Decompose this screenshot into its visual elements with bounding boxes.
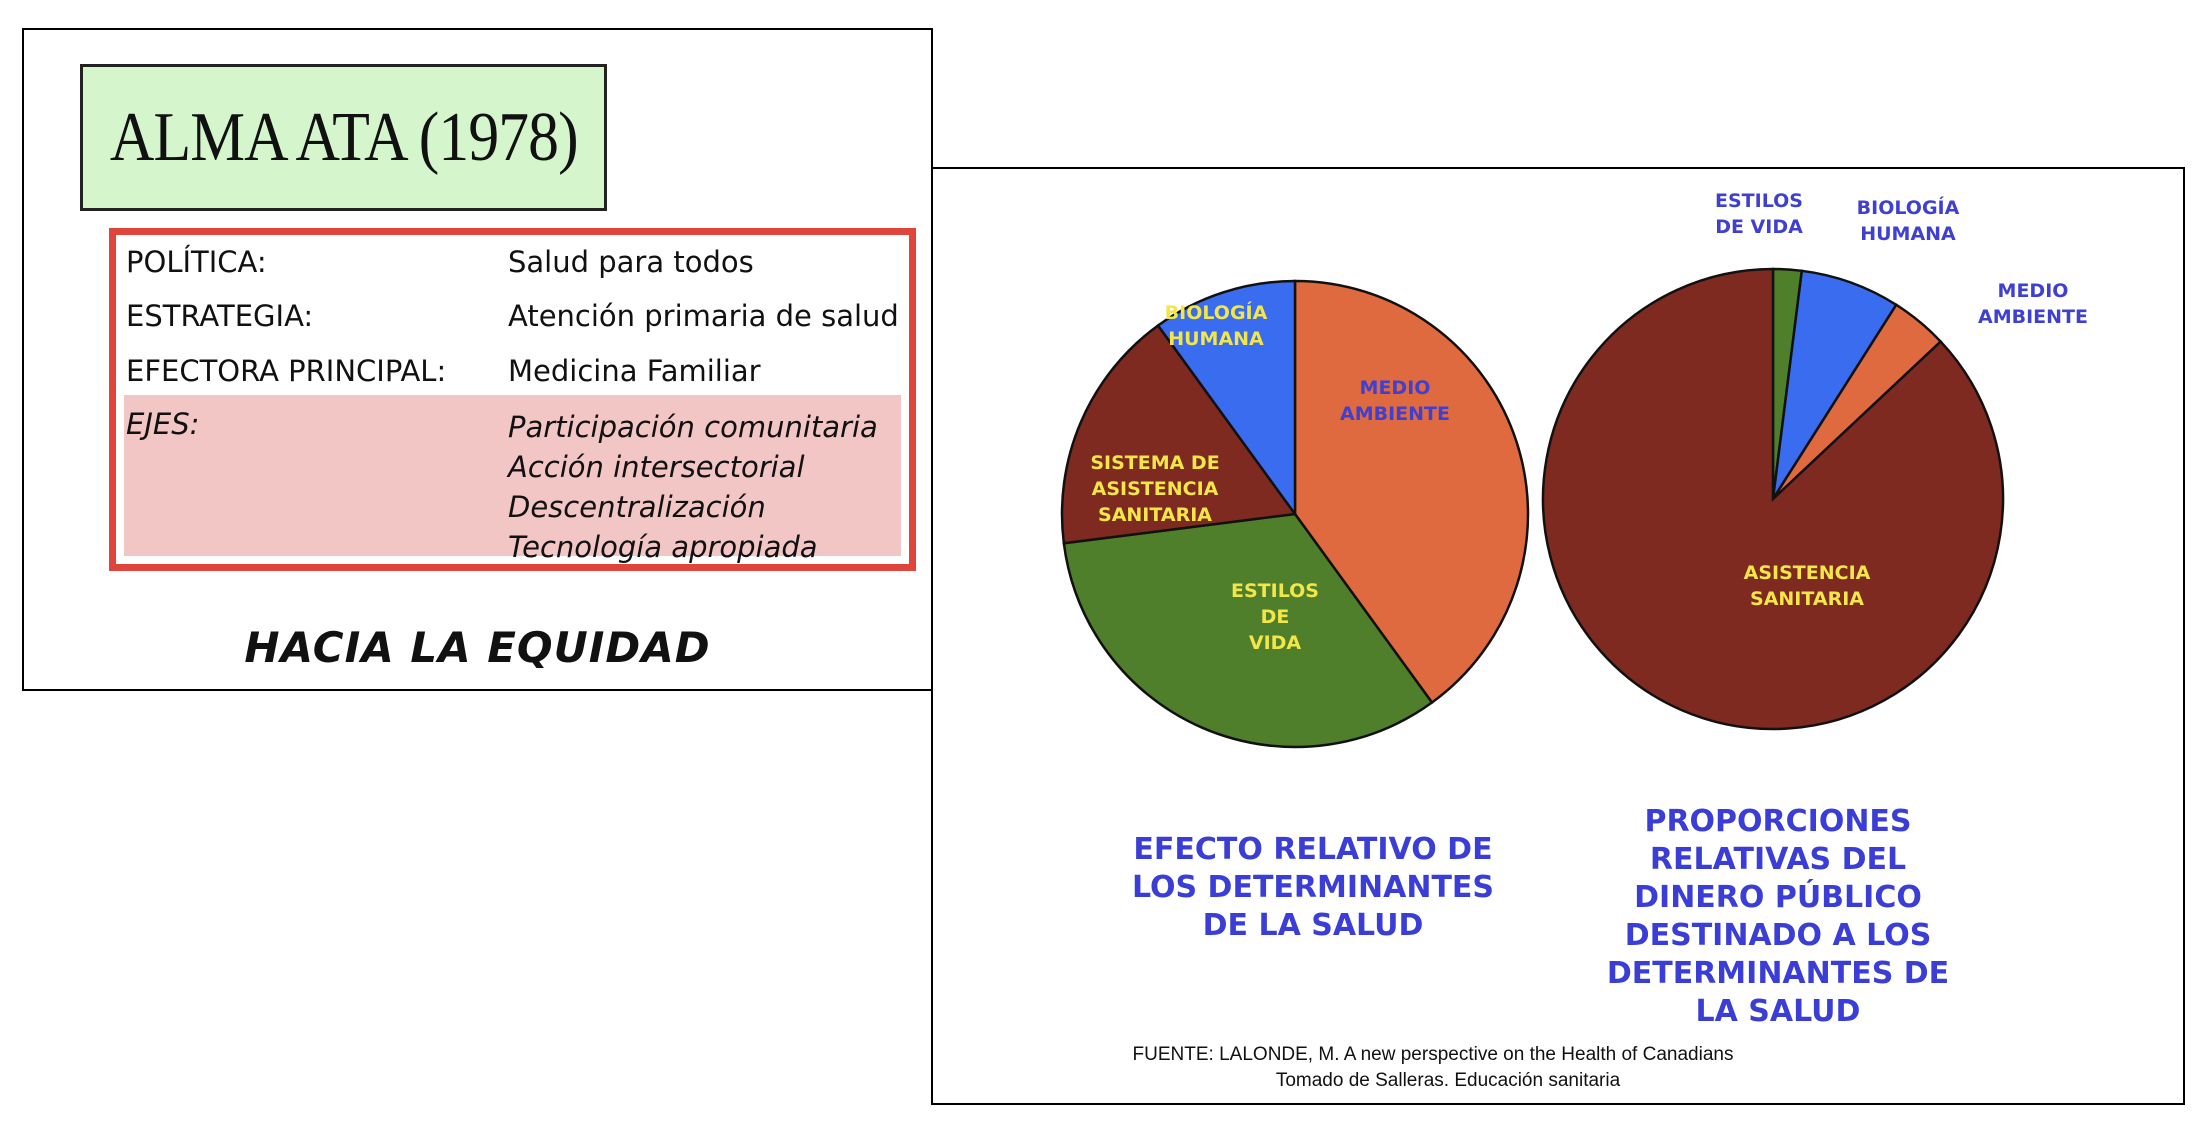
ejes-item: Descentralización <box>508 490 766 524</box>
ejes-list <box>508 407 878 567</box>
pie-label-right-2: MEDIO AMBIENTE <box>1978 280 2088 328</box>
left-pie-caption <box>1063 831 1563 945</box>
politica-label: POLÍTICA: <box>126 245 267 279</box>
pie-label-right-0: ESTILOS DE VIDA <box>1715 190 1803 238</box>
alma-ata-title: ALMA ATA (1978) <box>109 98 578 176</box>
source-note <box>933 1042 1933 1094</box>
left-caption-line: LOS DETERMINANTES <box>1131 870 1495 905</box>
ejes-item: Participación comunitaria <box>508 410 878 444</box>
source-line-2: Tomado de Salleras. Educación sanitaria <box>1275 1070 1621 1091</box>
right-caption-line: DESTINADO A LOS <box>1624 918 1932 953</box>
estrategia-label: ESTRATEGIA: <box>126 299 314 333</box>
pie-label-left-2: SISTEMA DE ASISTENCIA SANITARIA <box>1090 452 1220 526</box>
right-caption-line: LA SALUD <box>1695 994 1861 1029</box>
pie-label-right-3: ASISTENCIA SANITARIA <box>1743 562 1871 610</box>
pie-label-left-0: MEDIO AMBIENTE <box>1340 377 1450 425</box>
lalonde-slide <box>931 167 2185 1105</box>
hacia-la-equidad: HACIA LA EQUIDAD <box>244 623 711 672</box>
efectora-label: EFECTORA PRINCIPAL: <box>126 354 447 388</box>
pie-label-left-3: BIOLOGÍA HUMANA <box>1164 302 1268 350</box>
alma-ata-info-box <box>109 228 916 571</box>
right-caption-line: RELATIVAS DEL <box>1649 842 1907 877</box>
alma-ata-slide <box>22 28 933 691</box>
left-caption-line: EFECTO RELATIVO DE <box>1133 832 1493 867</box>
right-caption-line: PROPORCIONES <box>1644 804 1912 839</box>
ejes-label: EJES: <box>126 407 200 441</box>
source-line-1: FUENTE: LALONDE, M. A new perspective on the Health of Canadians <box>1132 1044 1734 1065</box>
ejes-item: Acción intersectorial <box>508 450 805 484</box>
estrategia-value: Atención primaria de salud <box>508 299 899 333</box>
pie-label-left-1: ESTILOS DE VIDA <box>1231 580 1319 654</box>
ejes-item: Tecnología apropiada <box>508 530 818 564</box>
right-caption-line: DINERO PÚBLICO <box>1634 880 1922 915</box>
efectora-value: Medicina Familiar <box>508 354 761 388</box>
politica-value: Salud para todos <box>508 245 754 279</box>
right-caption-line: DETERMINANTES DE <box>1606 956 1950 991</box>
right-pie-caption <box>1528 803 2028 1031</box>
pie-label-right-1: BIOLOGÍA HUMANA <box>1856 197 1960 245</box>
alma-ata-title-box <box>80 64 607 211</box>
left-caption-line: DE LA SALUD <box>1202 908 1424 943</box>
